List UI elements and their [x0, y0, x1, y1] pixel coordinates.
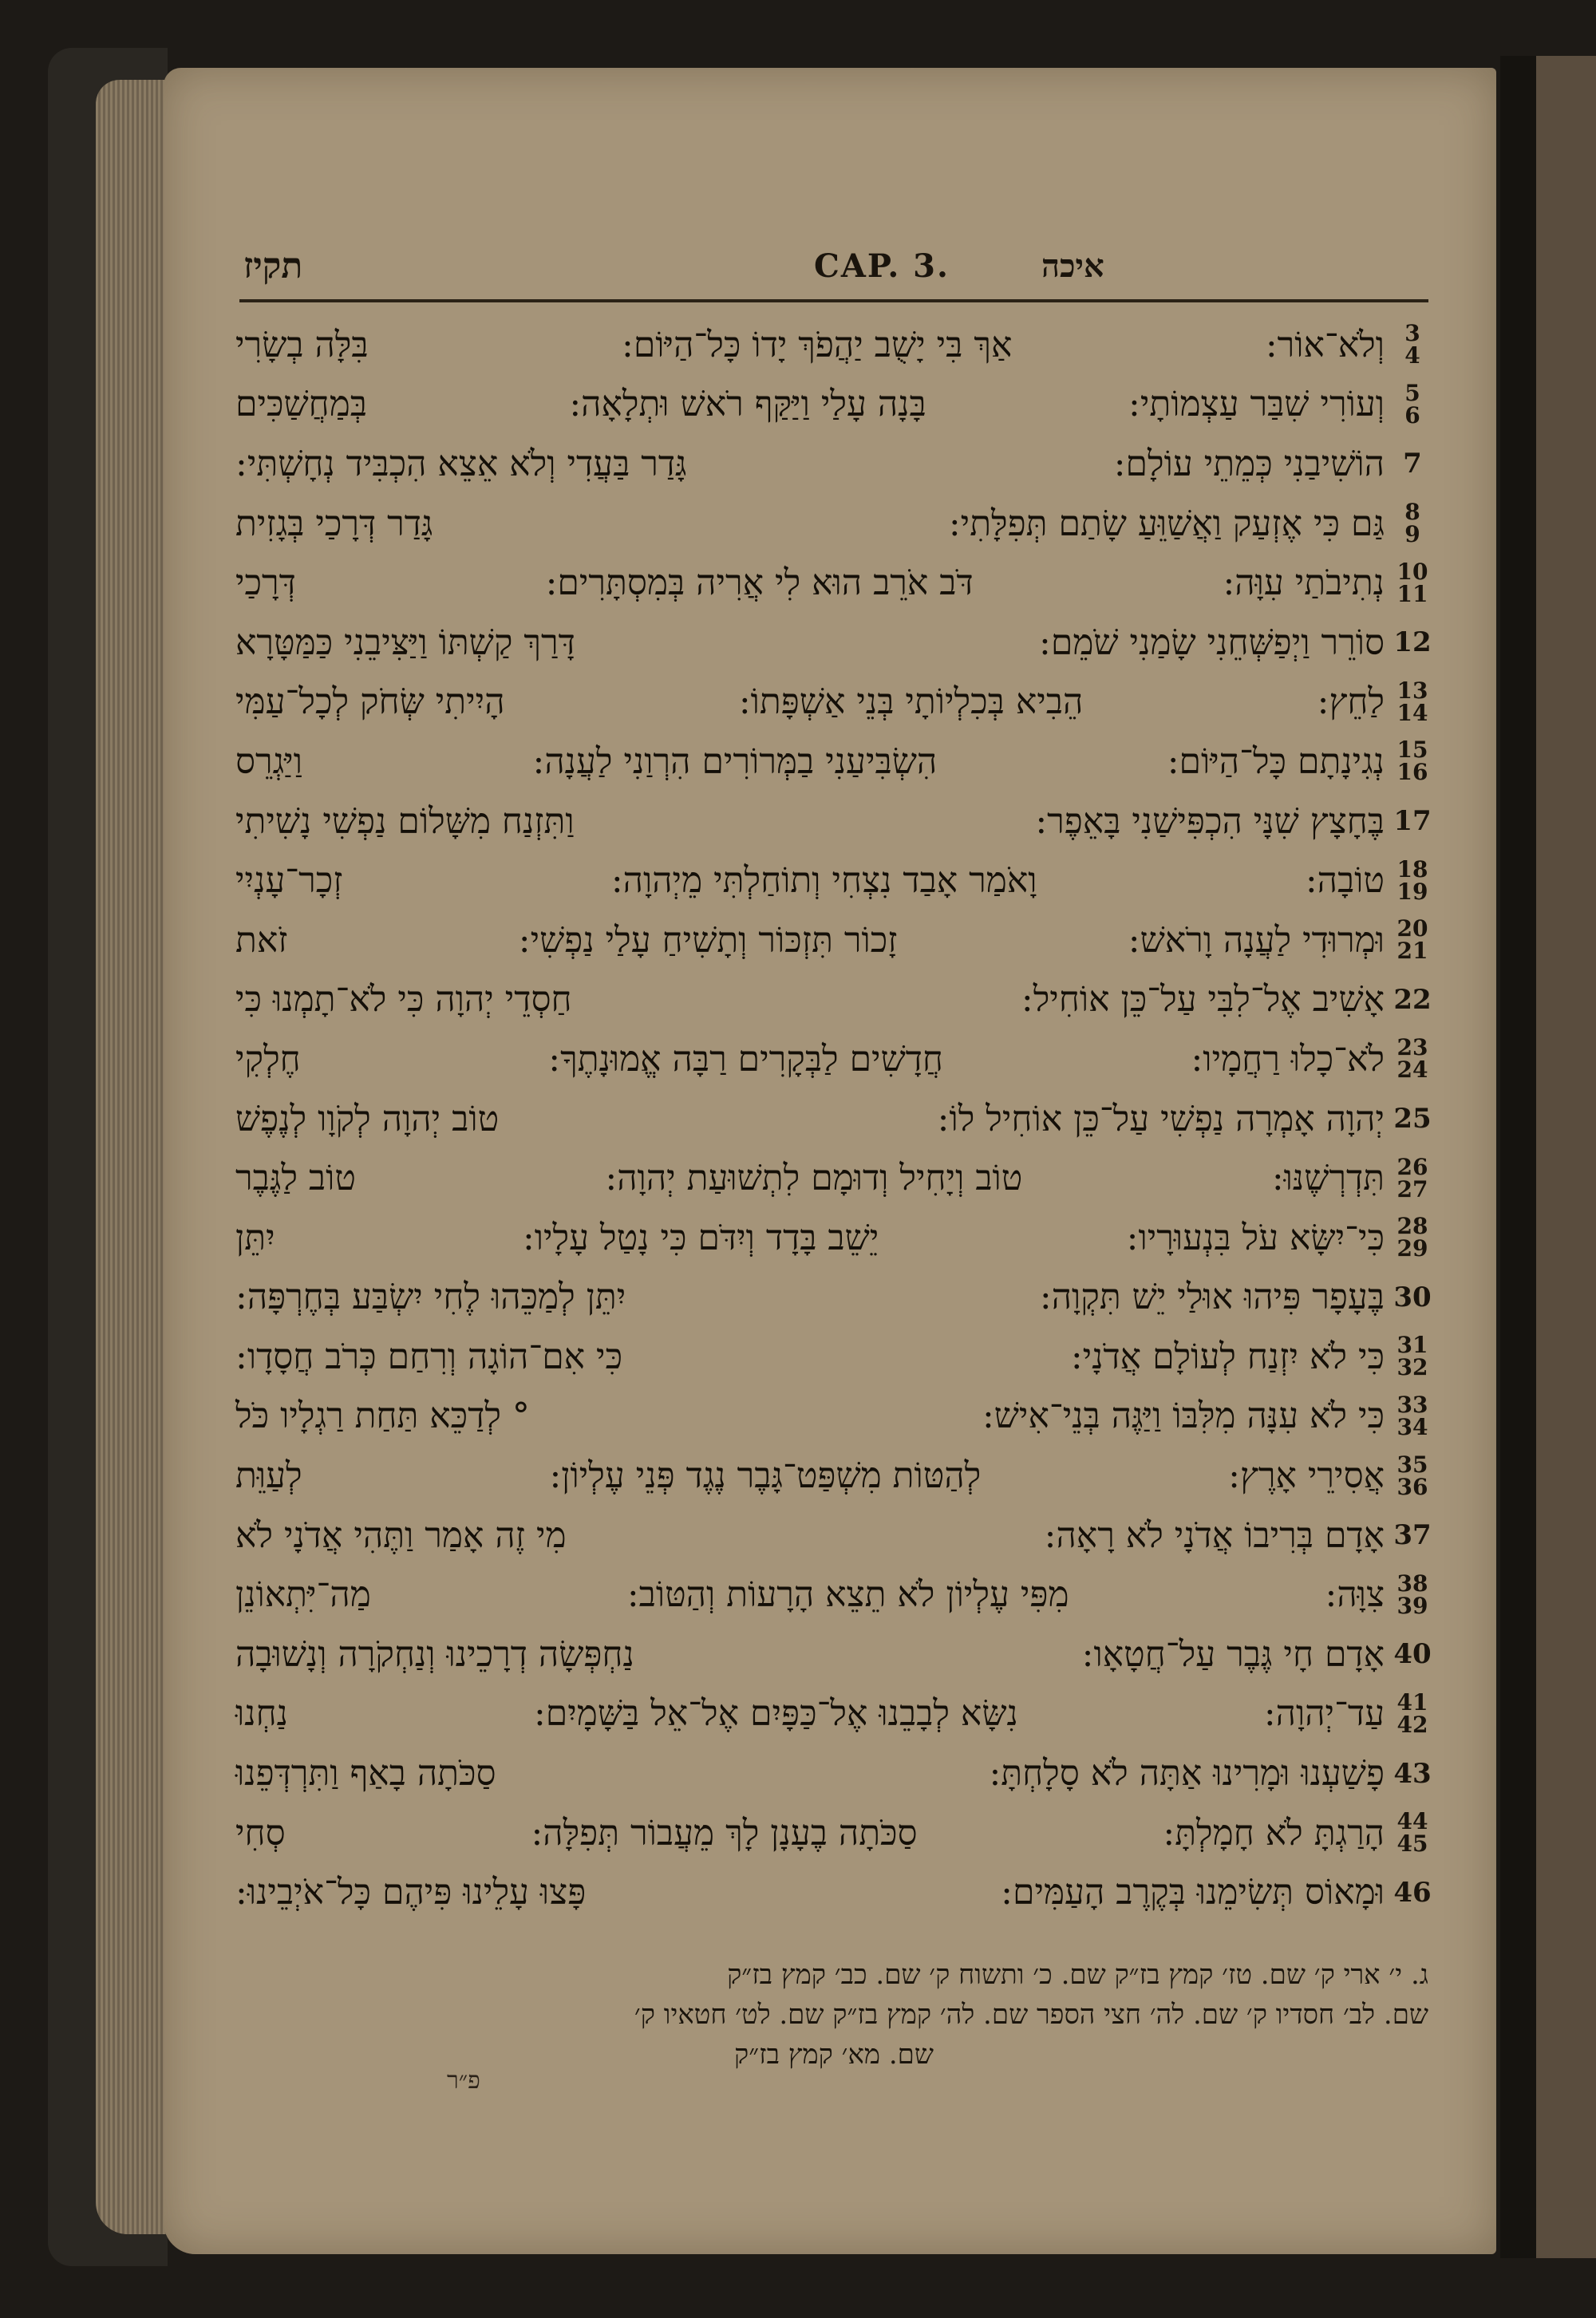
text-segment: כִּי־יִשָּׂא עֹל בִּנְעוּרָיו:	[1126, 1217, 1385, 1258]
verse-number-value: 27	[1396, 1175, 1428, 1202]
text-segment: מַה־יִּתְאוֹנֵן	[235, 1574, 371, 1616]
verse-number	[1389, 1803, 1436, 1863]
verse-number-value: 32	[1396, 1354, 1428, 1381]
text-segment: פָשַׁעְנוּ וּמָרִינוּ אַתָּה לֹא סָלָחְתָּ:	[989, 1753, 1385, 1795]
verse-number	[1389, 1446, 1436, 1506]
text-segment: הָיִיתִי שְּׂחֹק לְכָל־עַמִּי	[235, 681, 505, 723]
text-segment: טוֹב יְהוָה לְקֹוָו לְנֶפֶשׁ	[235, 1098, 500, 1139]
verse-number-value: 12	[1393, 626, 1432, 659]
verse-number	[1389, 910, 1436, 970]
verse-number-value: 4	[1404, 342, 1420, 369]
text-segment: נַחְנוּ	[235, 1693, 288, 1735]
text-line	[235, 1684, 1385, 1744]
text-line	[235, 494, 1385, 554]
text-body	[235, 315, 1385, 1922]
verse-number-value: 24	[1396, 1056, 1428, 1084]
verse-number-value: 29	[1396, 1235, 1428, 1262]
text-line	[235, 851, 1385, 910]
text-line	[235, 315, 1385, 375]
verse-number-value: 25	[1393, 1103, 1432, 1135]
text-segment: יֵשֵׁב בָּדָד וְיִדֹּם כִּי נָטַל עָלָיו:	[522, 1217, 879, 1258]
text-segment: הִשְׂבִּיעַנִי בַמְּרוֹרִים הִרְוַנִי לַעֲנָה:	[532, 740, 938, 782]
verse-number-value: 16	[1396, 759, 1428, 786]
verse-number-value: 41	[1396, 1688, 1428, 1716]
text-segment: אֲסִירֵי אָרֶץ:	[1228, 1455, 1385, 1497]
text-line	[235, 1625, 1385, 1684]
text-line	[235, 1565, 1385, 1625]
verse-number-value: 45	[1396, 1830, 1428, 1858]
text-segment: מִי זֶה אָמַר וַתֶּהִי אֲדֹנָי לֹא	[235, 1514, 567, 1556]
verse-number-value: 15	[1396, 736, 1428, 764]
text-line	[235, 1387, 1385, 1447]
text-line	[235, 1506, 1385, 1566]
chapter-label: CAP. 3.	[814, 247, 950, 285]
verse-number-value: 35	[1396, 1451, 1428, 1478]
text-segment: וַתִּזְנַח מִשָּׁלוֹם נַפְשִׁי נָשִׁיתִי	[235, 800, 575, 842]
verse-number-value: 46	[1393, 1876, 1432, 1909]
verse-number	[1389, 1387, 1436, 1447]
text-line	[235, 1148, 1385, 1208]
verse-number-value: 6	[1404, 401, 1420, 428]
text-line	[235, 1446, 1385, 1506]
verse-number-value: 33	[1396, 1391, 1428, 1418]
verse-number-value: 43	[1393, 1757, 1432, 1790]
text-segment: בֶּחָצָץ שִׁנָּי הִכְפִּישַׁנִי בָּאֵפֶר:	[1035, 800, 1385, 842]
footnote-line: שם. לב׳ חסדיו ק׳ שם. לה׳ חצי הספר שם. לה׳ קמץ בז״ק שם. לט׳ חטאיו ק׳	[634, 1999, 1428, 2031]
verse-number	[1389, 1089, 1436, 1149]
page-header	[243, 239, 1424, 303]
verse-number	[1389, 1268, 1436, 1328]
printer-signature: פ״ר	[447, 2067, 480, 2095]
text-segment: וּמָאוֹס תְּשִׂימֵנוּ בְּקֶרֶב הָעַמִּים:	[1001, 1872, 1385, 1913]
verse-number-value: 31	[1396, 1332, 1428, 1359]
footnotes	[239, 1955, 1428, 2075]
book-title: איכה	[1041, 247, 1104, 285]
text-segment: פָּצוּ עָלֵינוּ פִּיהֶם כָּל־אֹיְבֵינוּ:	[235, 1872, 587, 1913]
verse-number	[1389, 315, 1436, 375]
text-segment: וַיַּגְרֵס	[235, 740, 302, 782]
verse-number	[1389, 1565, 1436, 1625]
text-line	[235, 1268, 1385, 1328]
verse-number-value: 36	[1396, 1473, 1428, 1500]
text-segment: נְגִינָתָם כָּל־הַיּוֹם:	[1167, 740, 1385, 782]
text-line	[235, 732, 1385, 792]
verse-number	[1389, 1148, 1436, 1208]
page-stack-edge	[96, 80, 172, 2234]
verse-number	[1389, 851, 1436, 910]
verse-number	[1389, 1743, 1436, 1803]
verse-number-column	[1389, 315, 1436, 1922]
verse-number-value: 8	[1404, 499, 1420, 526]
text-line	[235, 1089, 1385, 1149]
text-line	[235, 1862, 1385, 1922]
text-segment: חֲדָשִׁים לַבְּקָרִים רַבָּה אֱמוּנָתֶךָ:	[548, 1038, 943, 1080]
text-segment: תִּדְרְשֶׁנּוּ:	[1271, 1158, 1385, 1199]
text-segment: ° לְדַכֵּא תַּחַת רַגְלָיו כֹּל	[235, 1396, 530, 1437]
text-segment: אָדָם בְּרִיבוֹ אֲדֹנָי לֹא רָאָה:	[1044, 1514, 1385, 1556]
text-line	[235, 1029, 1385, 1089]
verse-number	[1389, 375, 1436, 435]
text-segment: לְהַטּוֹת מִשְׁפַּט־גָּבֶר נֶגֶד פְּנֵי עֶלְיוֹן:	[549, 1455, 982, 1497]
text-segment: צִוָּה:	[1325, 1574, 1385, 1616]
text-segment: עַד־יְהוָה:	[1263, 1693, 1385, 1735]
verse-number-value: 38	[1396, 1570, 1428, 1597]
verse-number	[1389, 673, 1436, 733]
header-rule	[239, 299, 1428, 302]
verse-number-value: 5	[1404, 379, 1420, 406]
verse-number-value: 10	[1396, 558, 1428, 585]
text-segment: טוֹב וְיָחִיל וְדוּמָם לִתְשׁוּעַת יְהוָה:	[605, 1158, 1023, 1199]
verse-number	[1389, 434, 1436, 494]
verse-number-value: 34	[1396, 1413, 1428, 1440]
text-line	[235, 792, 1385, 851]
verse-number-value: 30	[1393, 1281, 1432, 1313]
verse-number-value: 14	[1396, 699, 1428, 726]
verse-number	[1389, 1684, 1436, 1744]
verse-number-value: 7	[1403, 448, 1422, 480]
text-segment: נִשָּׂא לְבָבֵנוּ אֶל־כַּפָּיִם אֶל־אֵל בַּשָּׁמָיִם:	[533, 1693, 1018, 1735]
verse-number	[1389, 613, 1436, 673]
text-segment: לְעַוֵּת	[235, 1455, 302, 1497]
text-segment: מִפִּי עֶלְיוֹן לֹא תֵצֵא הָרָעוֹת וְהַטּוֹב:	[626, 1574, 1069, 1616]
verse-number	[1389, 732, 1436, 792]
text-segment: כִּי אִם־הוֹגָה וְרִחַם כְּרֹב חֲסָדָו:	[235, 1336, 623, 1377]
verse-number	[1389, 553, 1436, 613]
verse-number	[1389, 970, 1436, 1030]
verse-number-value: 18	[1396, 855, 1428, 883]
text-segment: סַכֹּתָה בֶעָנָן לָךְ מֵעֲבוֹר תְּפִלָּה:	[531, 1812, 918, 1854]
verse-number-value: 9	[1404, 521, 1420, 548]
text-line	[235, 613, 1385, 673]
verse-number-value: 26	[1396, 1153, 1428, 1180]
text-segment: חַסְדֵי יְהוָה כִּי לֹא־תָמְנוּ כִּי	[235, 979, 572, 1021]
text-line	[235, 1803, 1385, 1863]
text-segment: לַחֵץ:	[1317, 681, 1385, 723]
text-segment: כִּי לֹא יִזְנַח לְעוֹלָם אֲדֹנָי:	[1070, 1336, 1385, 1377]
text-segment: סַכֹּתָה בָאַף וַתִּרְדְּפֵנוּ	[235, 1753, 496, 1795]
text-segment: אָדָם חָי גֶּבֶר עַל־חֲטָאָו:	[1081, 1633, 1385, 1675]
text-segment: זְכָר־עָנְיִי	[235, 860, 343, 902]
text-segment: דְּרָכַי	[235, 563, 296, 604]
text-segment: חֶלְקִי	[235, 1038, 301, 1080]
text-line	[235, 910, 1385, 970]
text-segment: בְּמַחֲשַׁכִּים	[235, 384, 367, 425]
text-segment: וְעוֹרִי שִׁבַּר עַצְמוֹתָי:	[1128, 384, 1385, 425]
text-segment: יְהוָה אָמְרָה נַפְשִׁי עַל־כֵּן אוֹחִיל לוֹ:	[937, 1098, 1385, 1139]
verse-number-value: 17	[1393, 805, 1432, 838]
text-line	[235, 553, 1385, 613]
verse-number-value: 22	[1393, 983, 1432, 1016]
verse-number-value: 40	[1393, 1638, 1432, 1671]
verse-number-value: 19	[1396, 878, 1428, 905]
text-segment: דָּרַךְ קַשְׁתּוֹ וַיַּצִּיבֵנִי כַּמַּטָּרָא	[235, 622, 575, 663]
text-segment: סוֹרֵר וַיְפַשְּׁחֵנִי שָׂמַנִי שֹׁמֵם:	[1039, 622, 1385, 663]
text-segment: בִּלָּה בְשָׂרִי	[235, 324, 369, 365]
footnote-line: ג. י׳ ארי ק׳ שם. טז׳ קמץ בז״ק שם. כ׳ ותשוח ק׳ שם. כב׳ קמץ בז״ק	[727, 1959, 1428, 1991]
verse-number-value: 11	[1396, 580, 1428, 607]
text-segment: גָּדַר בַּעֲדִי וְלֹא אֵצֵא הִכְבִּיד נְחָשְׁתִּי:	[235, 443, 687, 484]
text-line	[235, 434, 1385, 494]
text-segment: הָרַגְתָּ לֹא חָמָלְתָּ:	[1163, 1812, 1385, 1854]
text-segment: גָּדַר דְּרָכַי בְּגָזִית	[235, 503, 433, 544]
verse-number	[1389, 1625, 1436, 1684]
text-segment: וָאֹמַר אָבַד נִצְחִי וְתוֹחַלְתִּי מֵיְהוָה:	[610, 860, 1037, 902]
text-segment: זָכוֹר תִּזְכּוֹר וְתָשִׁיחַ עָלַי נַפְשִׁי:	[518, 919, 898, 961]
text-segment: דֹּב אֹרֵב הוּא לִי אֲרִיה בְּמִסְתָּרִים:	[545, 563, 974, 604]
verse-number-value: 37	[1393, 1519, 1432, 1552]
text-segment: בָּנָה עָלַי וַיַּקַּף רֹאשׁ וּתְלָאָה:	[569, 384, 926, 425]
text-segment: אָשִׁיב אֶל־לִבִּי עַל־כֵּן אוֹחִיל:	[1021, 979, 1385, 1021]
text-segment: נַחְפְּשָׂה דְרָכֵינוּ וְנַחְקֹרָה וְנָשׁוּבָה	[235, 1633, 634, 1675]
text-segment: הוֹשִׁיבַנִי כְּמֵתֵי עוֹלָם:	[1113, 443, 1385, 484]
verse-number-value: 13	[1396, 677, 1428, 704]
text-line	[235, 673, 1385, 733]
verse-number	[1389, 792, 1436, 851]
verse-number-value: 39	[1396, 1592, 1428, 1619]
verse-number	[1389, 1506, 1436, 1566]
text-segment: הֵבִיא בְּכִלְיוֹתָי בְּנֵי אַשְׁפָּתוֹ:	[738, 681, 1084, 723]
text-segment: זֹאת	[235, 919, 288, 961]
verse-number-value: 21	[1396, 938, 1428, 965]
verse-number	[1389, 1208, 1436, 1268]
text-segment: לֹא־כָלוּ רַחֲמָיו:	[1191, 1038, 1385, 1080]
text-line	[235, 970, 1385, 1030]
verse-number	[1389, 494, 1436, 554]
text-segment: וְלֹא־אוֹר:	[1265, 324, 1385, 365]
text-line	[235, 1208, 1385, 1268]
verse-number	[1389, 1327, 1436, 1387]
verse-number-value: 20	[1396, 915, 1428, 942]
text-segment: יִתֵּן לְמַכֵּהוּ לֶחִי יִשְׂבַּע בְּחֶרְפָּה:	[235, 1277, 626, 1318]
verse-number	[1389, 1029, 1436, 1089]
verse-number-value: 42	[1396, 1711, 1428, 1738]
text-segment: סְחִי	[235, 1812, 286, 1854]
text-segment: טוֹבָה:	[1305, 860, 1385, 902]
text-segment: נְתִיבֹתַי עִוָּה:	[1223, 563, 1385, 604]
text-segment: כִּי לֹא עִנָּה מִלִּבּוֹ וַיַּגֶּה בְּנֵי־אִישׁ:	[982, 1396, 1385, 1437]
text-segment: טוֹב לַגֶּבֶר	[235, 1158, 356, 1199]
verse-number-value: 44	[1396, 1808, 1428, 1835]
verse-number	[1389, 1862, 1436, 1922]
text-segment: גַּם כִּי אֶזְעַק וַאֲשַׁוֵּעַ שָׂתַם תְּפִלָּתִי:	[948, 503, 1385, 544]
text-segment: יִתֵּן	[235, 1217, 275, 1258]
text-line	[235, 1327, 1385, 1387]
page-number: תקיז	[243, 246, 303, 286]
text-segment: אַךְ בִּי יָשֻׁב יַהֲפֹךְ יָדוֹ כָּל־הַיּוֹם:	[622, 324, 1013, 365]
verse-number-value: 28	[1396, 1213, 1428, 1240]
text-line	[235, 375, 1385, 435]
text-segment: בֶּעָפָר פִּיהוּ אוּלַי יֵשׁ תִּקְוָה:	[1039, 1277, 1385, 1318]
verse-number-value: 23	[1396, 1034, 1428, 1061]
text-line	[235, 1743, 1385, 1803]
text-segment: וּמְרוּדִי לַעֲנָה וָרֹאשׁ:	[1128, 919, 1385, 961]
book-gutter	[1500, 56, 1536, 2258]
verse-number-value: 3	[1404, 320, 1420, 347]
footnote-line: שם. מא׳ קמץ בז״ק	[734, 2039, 934, 2071]
